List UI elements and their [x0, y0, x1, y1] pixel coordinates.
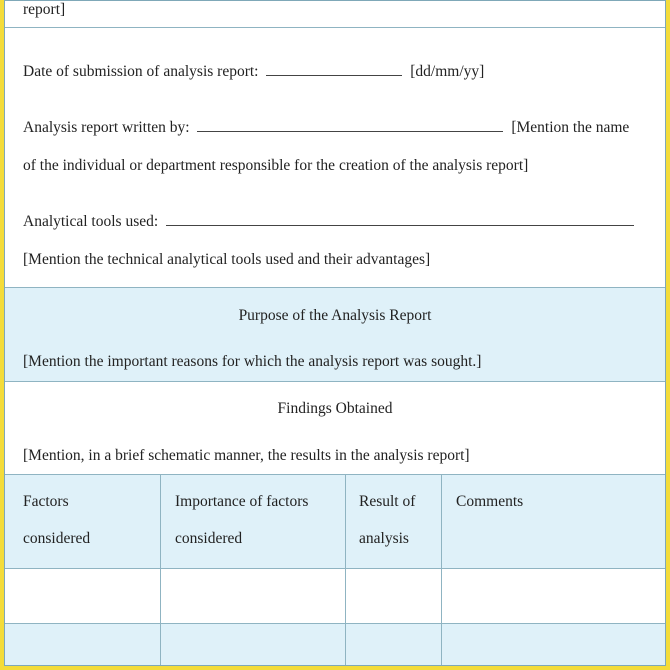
- tools-row: [23, 213, 638, 231]
- submission-date-blank[interactable]: [266, 63, 402, 76]
- author-hint-continuation: of the individual or department responsible for the creation of the analysis report]: [23, 157, 529, 174]
- author-label: Analysis report written by:: [23, 119, 190, 136]
- purpose-heading: Purpose of the Analysis Report: [238, 307, 432, 324]
- author-blank[interactable]: [197, 119, 503, 132]
- table-header-row: [5, 475, 665, 568]
- author-row: [23, 119, 629, 137]
- submission-format: [dd/mm/yy]: [410, 63, 485, 80]
- submission-row: [23, 63, 484, 81]
- col-header-result: Result of analysis: [359, 493, 416, 547]
- tools-label: Analytical tools used:: [23, 213, 159, 230]
- tools-hint: [Mention the technical analytical tools used and their advantages]: [23, 251, 431, 268]
- findings-hint: [Mention, in a brief schematic manner, the results in the analysis report]: [23, 447, 470, 464]
- report-template-sheet: [4, 0, 666, 666]
- top-fragment-text: report]: [23, 1, 66, 18]
- column-divider: [345, 475, 346, 665]
- table-row[interactable]: [5, 624, 665, 666]
- divider: [5, 27, 665, 28]
- column-divider: [160, 475, 161, 665]
- purpose-section: [5, 288, 665, 381]
- findings-heading: Findings Obtained: [277, 400, 393, 417]
- col-header-comments: Comments: [456, 493, 524, 510]
- table-row[interactable]: [5, 569, 665, 623]
- col-header-importance: Importance of factors considered: [175, 493, 309, 547]
- findings-section: [5, 382, 665, 474]
- purpose-hint: [Mention the important reasons for which the analysis report was sought.]: [23, 353, 482, 370]
- submission-label: Date of submission of analysis report:: [23, 63, 259, 80]
- tools-blank[interactable]: [166, 213, 634, 226]
- column-divider: [441, 475, 442, 665]
- col-header-factors: Factors considered: [23, 493, 91, 547]
- author-hint-start: [Mention the name: [511, 119, 630, 136]
